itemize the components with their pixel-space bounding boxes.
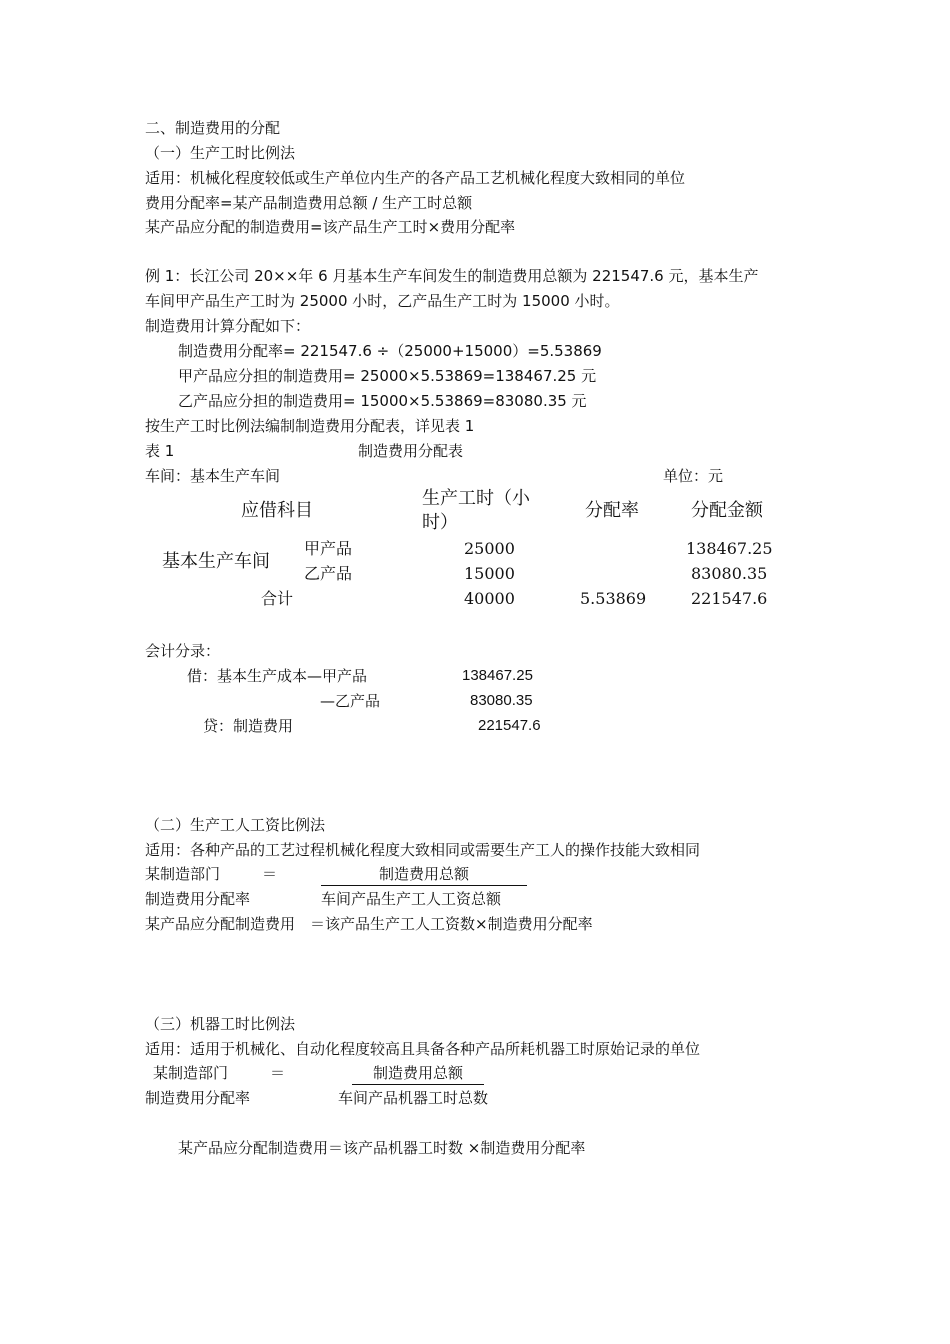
row-product-b-amount: 83080.35 — [691, 564, 768, 583]
calc-product-b: 乙产品应分担的制造费用= 15000×5.53869=83080.35 元 — [178, 392, 587, 410]
header-account: 应借科目 — [241, 500, 313, 521]
method3-heading: （三）机器工时比例法 — [145, 1015, 296, 1033]
method3-denominator: 车间产品机器工时总数 — [338, 1089, 489, 1107]
row-product-b-hours: 15000 — [464, 564, 515, 583]
row-group-workshop: 基本生产车间 — [162, 551, 270, 572]
method1-heading: （一）生产工时比例法 — [145, 144, 296, 162]
row-product-a-name: 甲产品 — [304, 539, 353, 558]
header-hours-cont: 时） — [422, 512, 458, 533]
entry-credit-amount: 221547.6 — [478, 717, 541, 734]
method2-scope: 适用：各种产品的工艺过程机械化程度大致相同或需要生产工人的操作技能大致相同 — [145, 841, 701, 859]
row-product-b-name: 乙产品 — [304, 564, 353, 583]
entry-title: 会计分录： — [145, 642, 221, 660]
header-hours: 生产工时（小 — [422, 488, 530, 509]
method2-equals: ＝ — [262, 865, 278, 883]
example-line-1: 例 1：长江公司 20××年 6 月基本生产车间发生的制造费用总额为 221547.6 元，基本生产 — [145, 267, 759, 285]
entry-debit-a: 借：基本生产成本—甲产品 — [187, 667, 368, 685]
entry-credit: 贷：制造费用 — [203, 717, 294, 735]
entry-debit-a-amount: 138467.25 — [462, 667, 533, 684]
row-total-hours: 40000 — [464, 589, 515, 608]
calc-rate: 制造费用分配率= 221547.6 ÷（25000+15000）=5.53869 — [178, 342, 602, 360]
method3-numerator: 制造费用总额 — [352, 1062, 484, 1085]
method1-formula-amount: 某产品应分配的制造费用=该产品生产工时×费用分配率 — [145, 218, 516, 236]
method3-formula-amount: 某产品应分配制造费用＝该产品机器工时数 ×制造费用分配率 — [178, 1139, 586, 1157]
calc-title: 制造费用计算分配如下： — [145, 317, 311, 335]
method3-lhs-rate: 制造费用分配率 — [145, 1089, 251, 1107]
row-total-amount: 221547.6 — [691, 589, 768, 608]
method3-scope: 适用：适用于机械化、自动化程度较高且具备各种产品所耗机器工时原始记录的单位 — [145, 1040, 701, 1058]
entry-debit-b-amount: 83080.35 — [470, 692, 533, 709]
method2-lhs-dept: 某制造部门 — [145, 865, 221, 883]
table-label: 表 1 — [145, 442, 175, 460]
method3-equals: ＝ — [270, 1064, 286, 1082]
section-title: 二、制造费用的分配 — [145, 119, 281, 137]
table-title: 制造费用分配表 — [358, 442, 464, 460]
entry-debit-b: —乙产品 — [320, 692, 381, 710]
example-line-2: 车间甲产品生产工时为 25000 小时，乙产品生产工时为 15000 小时。 — [145, 292, 620, 310]
table-note: 按生产工时比例法编制制造费用分配表，详见表 1 — [145, 417, 475, 435]
row-total-name: 合计 — [261, 589, 294, 608]
table-workshop: 车间：基本生产车间 — [145, 467, 281, 485]
method2-formula-amount: 某产品应分配制造费用 ＝该产品生产工人工资数×制造费用分配率 — [145, 915, 593, 933]
method2-numerator: 制造费用总额 — [321, 863, 527, 886]
header-rate: 分配率 — [585, 500, 639, 521]
method2-heading: （二）生产工人工资比例法 — [145, 816, 326, 834]
method1-scope: 适用：机械化程度较低或生产单位内生产的各产品工艺机械化程度大致相同的单位 — [145, 169, 686, 187]
table-unit: 单位：元 — [663, 467, 724, 485]
method2-denominator: 车间产品生产工人工资总额 — [321, 890, 502, 908]
method1-formula-rate: 费用分配率=某产品制造费用总额 / 生产工时总额 — [145, 194, 473, 212]
calc-product-a: 甲产品应分担的制造费用= 25000×5.53869=138467.25 元 — [178, 367, 597, 385]
method2-lhs-rate: 制造费用分配率 — [145, 890, 251, 908]
row-total-rate: 5.53869 — [580, 589, 647, 608]
header-amount: 分配金额 — [691, 500, 763, 521]
method3-lhs-dept: 某制造部门 — [153, 1064, 229, 1082]
row-product-a-amount: 138467.25 — [686, 539, 773, 558]
row-product-a-hours: 25000 — [464, 539, 515, 558]
